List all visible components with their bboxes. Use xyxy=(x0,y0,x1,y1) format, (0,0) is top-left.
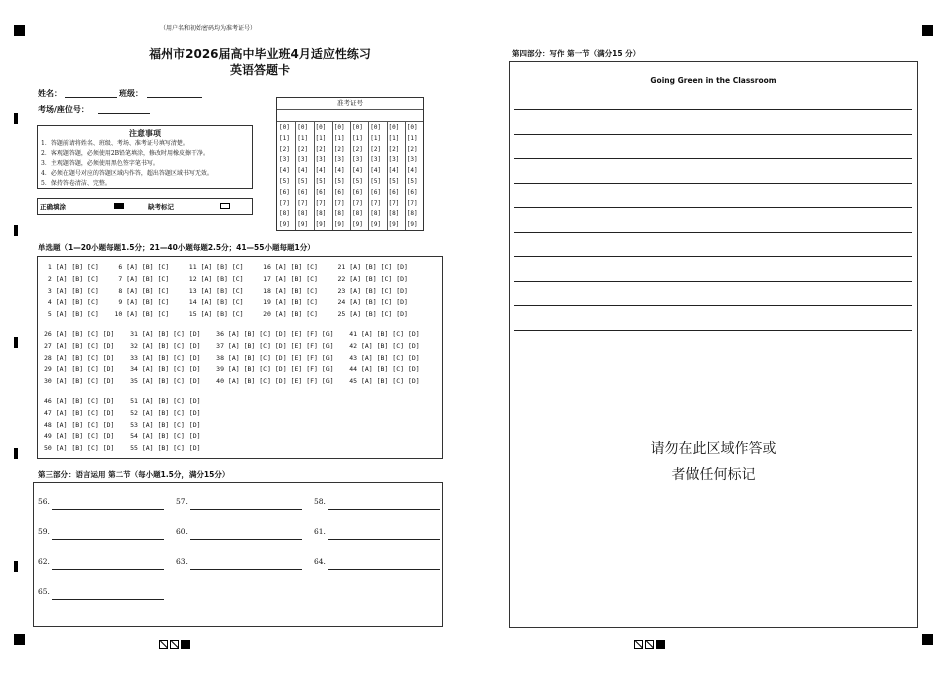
exam-id-bubble[interactable]: [5] xyxy=(406,178,418,185)
exam-id-bubble[interactable]: [6] xyxy=(370,188,382,196)
answer-blank[interactable] xyxy=(52,509,164,510)
page-subtitle: 英语答题卡 xyxy=(229,63,290,77)
exam-id-bubble[interactable]: [3] xyxy=(315,156,327,164)
absent-mark-label: 缺考标记 xyxy=(148,203,174,211)
exam-id-column xyxy=(350,122,369,230)
exam-id-bubble[interactable]: [6] xyxy=(388,188,400,196)
correct-fill-sample xyxy=(114,203,124,209)
mcq-row[interactable]: 29 [A] [B] [C] [D] 34 [A] [B] [C] [D] 39 [A] [B] [C] [D] [E] [F] [G] 44 [A] [B] [C] [D] xyxy=(44,365,420,374)
mcq-row[interactable]: 27 [A] [B] [C] [D] 32 [A] [B] [C] [D] 37 [A] [B] [C] [D] [E] [F] [G] 42 [A] [B] [C] [D] xyxy=(44,341,420,350)
mcq-row[interactable]: 50 [A] [B] [C] [D] 55 [A] [B] [C] [D] xyxy=(44,444,201,453)
exam-id-bubble[interactable]: [7] xyxy=(352,199,363,207)
exam-id-bubble[interactable]: [5] xyxy=(297,178,309,185)
exam-id-bubble[interactable]: [4] xyxy=(333,167,345,175)
exam-id-write-row[interactable] xyxy=(277,110,423,122)
name-field[interactable] xyxy=(65,97,117,98)
corner-mark-bottom-right xyxy=(922,634,933,645)
timing-mark xyxy=(14,561,18,572)
mcq-row[interactable]: 49 [A] [B] [C] [D] 54 [A] [B] [C] [D] xyxy=(44,432,201,441)
mcq-row[interactable]: 26 [A] [B] [C] [D] 31 [A] [B] [C] [D] 36 [A] [B] [C] [D] [E] [F] [G] 41 [A] [B] [C] [D] xyxy=(44,330,420,338)
mcq-row[interactable]: 28 [A] [B] [C] [D] 33 [A] [B] [C] [D] 38 [A] [B] [C] [D] [E] [F] [G] 43 [A] [B] [C] [D] xyxy=(44,353,420,362)
exam-id-bubble[interactable]: [4] xyxy=(297,167,309,175)
part4-heading: 第四部分：写作 第一节（满分15 分） xyxy=(512,49,641,58)
timing-mark xyxy=(14,448,18,459)
exam-id-bubble[interactable]: [1] xyxy=(333,134,345,142)
notes-item: 3．主观题答题，必须使用黑色签字笔书写。 xyxy=(41,160,159,167)
exam-id-bubble[interactable]: [7] xyxy=(279,199,290,207)
exam-id-bubble[interactable]: [1] xyxy=(352,134,363,142)
exam-id-column xyxy=(368,122,387,230)
exam-id-bubble[interactable]: [8] xyxy=(279,210,290,218)
exam-id-bubble[interactable]: [1] xyxy=(388,134,400,142)
exam-id-bubble[interactable]: [7] xyxy=(370,199,382,207)
exam-id-bubble[interactable]: [5] xyxy=(388,178,400,185)
writing-line[interactable] xyxy=(514,134,912,135)
part4-area xyxy=(509,61,918,628)
exam-id-bubble[interactable]: [8] xyxy=(388,210,400,218)
mcq-row[interactable]: 47 [A] [B] [C] [D] 52 [A] [B] [C] [D] xyxy=(44,408,201,417)
notes-title: 注意事项 xyxy=(129,129,161,138)
exam-id-bubble[interactable]: [3] xyxy=(406,156,418,164)
mcq-row[interactable]: 30 [A] [B] [C] [D] 35 [A] [B] [C] [D] 40 [A] [B] [C] [D] [E] [F] [G] 45 [A] [B] [C] [D] xyxy=(44,377,420,386)
exam-id-columns xyxy=(277,122,423,230)
exam-id-bubble[interactable]: [4] xyxy=(279,167,290,175)
exam-id-bubble[interactable]: [4] xyxy=(352,167,363,175)
exam-id-bubble[interactable]: [4] xyxy=(370,167,382,175)
answer-blank[interactable] xyxy=(52,569,164,570)
answer-blank[interactable] xyxy=(328,539,440,540)
answer-blank[interactable] xyxy=(190,509,302,510)
essay-title: Going Green in the Classroom xyxy=(650,76,777,85)
exam-id-bubble[interactable]: [0] xyxy=(406,124,418,131)
exam-id-bubble[interactable]: [2] xyxy=(406,145,418,153)
exam-id-bubble[interactable]: [0] xyxy=(388,124,400,131)
class-field[interactable] xyxy=(147,97,202,98)
room-field[interactable] xyxy=(98,113,150,114)
exam-id-bubble[interactable]: [2] xyxy=(352,145,363,153)
notes-box xyxy=(37,125,253,189)
mcq-row[interactable]: 2 [A] [B] [C] 7 [A] [B] [C] 12 [A] [B] [C] 17 [A] [B] [C] 22 [A] [B] [C] [D] xyxy=(44,274,408,283)
exam-id-bubble[interactable]: [8] xyxy=(297,210,309,218)
answer-blank[interactable] xyxy=(328,509,440,510)
exam-id-bubble[interactable]: [9] xyxy=(315,221,327,229)
blank-number: 61. xyxy=(314,527,326,536)
exam-id-bubble[interactable]: [6] xyxy=(406,188,418,196)
exam-id-bubble[interactable]: [8] xyxy=(370,210,382,218)
part3-heading: 第三部分：语言运用 第二节（每小题1.5分，满分15分） xyxy=(38,470,230,479)
exam-id-bubble[interactable]: [0] xyxy=(297,124,309,131)
exam-id-bubble[interactable]: [0] xyxy=(352,124,363,131)
exam-id-bubble[interactable]: [1] xyxy=(406,134,418,142)
page-marks-left xyxy=(158,634,191,653)
blank-number: 58. xyxy=(314,497,326,506)
page-marks-right xyxy=(633,634,666,653)
name-label: 姓名： xyxy=(38,89,62,98)
exam-id-bubble[interactable]: [6] xyxy=(315,188,327,196)
exam-id-bubble[interactable]: [0] xyxy=(279,124,290,131)
exam-id-bubble[interactable]: [9] xyxy=(370,221,382,229)
exam-id-bubble[interactable]: [6] xyxy=(333,188,345,196)
exam-id-column xyxy=(295,122,314,230)
exam-id-bubble[interactable]: [0] xyxy=(333,124,345,131)
blank-number: 64. xyxy=(314,557,326,566)
writing-line[interactable] xyxy=(514,109,912,110)
exam-id-bubble[interactable]: [5] xyxy=(352,178,363,185)
answer-blank[interactable] xyxy=(52,539,164,540)
corner-mark-top-right xyxy=(922,25,933,36)
exam-id-column xyxy=(277,122,296,230)
writing-line[interactable] xyxy=(514,330,912,331)
page-title: 福州市2026届高中毕业班4月适应性练习 xyxy=(149,47,371,61)
room-label: 考场/座位号： xyxy=(38,105,89,114)
exam-id-bubble[interactable]: [2] xyxy=(279,145,290,153)
mcq-row[interactable]: 1 [A] [B] [C] 6 [A] [B] [C] 11 [A] [B] [C] 16 [A] [B] [C] 21 [A] [B] [C] [D] xyxy=(44,263,408,271)
mcq-area xyxy=(37,256,443,459)
class-label: 班级： xyxy=(119,89,143,98)
exam-id-bubble[interactable]: [4] xyxy=(388,167,400,175)
exam-id-bubble[interactable]: [9] xyxy=(333,221,345,229)
exam-id-bubble[interactable]: [1] xyxy=(279,134,290,142)
exam-id-bubble[interactable]: [7] xyxy=(388,199,400,207)
mcq-row[interactable]: 5 [A] [B] [C] 10 [A] [B] [C] 15 [A] [B] [C] 20 [A] [B] [C] 25 [A] [B] [C] [D] xyxy=(44,310,408,319)
mcq-row[interactable]: 3 [A] [B] [C] 8 [A] [B] [C] 13 [A] [B] [C] 18 [A] [B] [C] 23 [A] [B] [C] [D] xyxy=(44,286,408,295)
timing-mark xyxy=(14,113,18,124)
notes-item: 2．客观题答题，必须使用2B铅笔填涂，修改时用橡皮擦干净。 xyxy=(41,150,210,157)
blank-number: 65. xyxy=(38,587,50,596)
correct-fill-label: 正确填涂 xyxy=(40,203,66,211)
exam-id-bubble[interactable]: [9] xyxy=(406,221,418,229)
answer-blank[interactable] xyxy=(190,539,302,540)
notes-item: 4．必须在题号对应的答题区域内作答，超出答题区域书写无效。 xyxy=(41,170,213,177)
mcq-row[interactable]: 46 [A] [B] [C] [D] 51 [A] [B] [C] [D] xyxy=(44,397,201,405)
timing-mark xyxy=(14,337,18,348)
absent-mark-box[interactable] xyxy=(220,203,230,209)
exam-id-bubble[interactable]: [4] xyxy=(406,167,418,175)
part3-area xyxy=(33,482,443,627)
exam-id-bubble[interactable]: [7] xyxy=(297,199,309,207)
answer-blank[interactable] xyxy=(328,569,440,570)
blank-number: 57. xyxy=(176,497,188,506)
exam-id-bubble[interactable]: [8] xyxy=(315,210,327,218)
blank-number: 59. xyxy=(38,527,50,536)
exam-id-bubble[interactable]: [7] xyxy=(315,199,327,207)
writing-line[interactable] xyxy=(514,281,912,282)
exam-id-bubble[interactable]: [5] xyxy=(279,178,290,185)
exam-id-bubble[interactable]: [9] xyxy=(297,221,309,229)
exam-id-bubble[interactable]: [8] xyxy=(406,210,418,218)
header-note: （用户名和初始密码均为准考证号） xyxy=(160,25,257,32)
answer-blank[interactable] xyxy=(52,599,164,600)
exam-id-bubble[interactable]: [7] xyxy=(333,199,345,207)
notes-item: 1．答题前请将姓名、班级、考场、准考证号填写清楚。 xyxy=(41,140,189,147)
exam-id-bubble[interactable]: [0] xyxy=(315,124,327,131)
exam-id-bubble[interactable]: [3] xyxy=(370,156,382,164)
exam-id-bubble[interactable]: [6] xyxy=(279,188,290,196)
exam-id-bubble[interactable]: [6] xyxy=(297,188,309,196)
writing-line[interactable] xyxy=(514,207,912,208)
mcq-row[interactable]: 4 [A] [B] [C] 9 [A] [B] [C] 14 [A] [B] [C] 19 [A] [B] [C] 24 [A] [B] [C] [D] xyxy=(44,298,408,307)
exam-id-bubble[interactable]: [3] xyxy=(352,156,363,164)
exam-id-column xyxy=(387,122,406,230)
exam-id-bubble[interactable]: [7] xyxy=(406,199,418,207)
exam-id-bubble[interactable]: [3] xyxy=(279,156,290,164)
exam-id-bubble[interactable]: [8] xyxy=(352,210,363,218)
exam-id-label: 准考证号 xyxy=(277,98,423,110)
exam-id-bubble[interactable]: [9] xyxy=(352,221,363,229)
exam-id-bubble[interactable]: [0] xyxy=(370,124,382,131)
writing-line[interactable] xyxy=(514,232,912,233)
corner-mark-bottom-left xyxy=(14,634,25,645)
writing-line[interactable] xyxy=(514,158,912,159)
exam-id-bubble[interactable]: [2] xyxy=(333,145,345,153)
exam-id-bubble[interactable]: [3] xyxy=(333,156,345,164)
corner-mark-top-left xyxy=(14,25,25,36)
mcq-row[interactable]: 48 [A] [B] [C] [D] 53 [A] [B] [C] [D] xyxy=(44,420,201,429)
blank-number: 60. xyxy=(176,527,188,536)
blank-number: 62. xyxy=(38,557,50,566)
exam-id-column xyxy=(314,122,333,230)
exam-id-bubble[interactable]: [5] xyxy=(315,178,327,185)
exam-id-bubble[interactable]: [9] xyxy=(279,221,290,229)
fill-legend xyxy=(37,198,253,215)
exam-id-bubble[interactable]: [1] xyxy=(370,134,382,142)
exam-id-bubble[interactable]: [2] xyxy=(370,145,382,153)
no-answer-warning-line2: 者做任何标记 xyxy=(671,467,756,483)
blank-number: 63. xyxy=(176,557,188,566)
exam-id-bubble[interactable]: [6] xyxy=(352,188,363,196)
exam-id-bubble[interactable]: [5] xyxy=(333,178,345,185)
answer-blank[interactable] xyxy=(190,569,302,570)
exam-id-bubble[interactable]: [2] xyxy=(297,145,309,153)
exam-id-bubble[interactable]: [5] xyxy=(370,178,382,185)
blank-number: 56. xyxy=(38,497,50,506)
exam-id-column xyxy=(405,122,423,230)
notes-list xyxy=(38,139,252,189)
notes-item: 5．保持答卷清洁、完整。 xyxy=(41,180,111,187)
exam-id-grid xyxy=(276,97,424,231)
mcq-heading: 单选题（1—20小题每题1.5分；21—40小题每题2.5分；41—55小题每题1分） xyxy=(38,243,315,252)
exam-id-bubble[interactable]: [4] xyxy=(315,167,327,175)
writing-line[interactable] xyxy=(514,305,912,306)
exam-id-bubble[interactable]: [8] xyxy=(333,210,345,218)
exam-id-bubble[interactable]: [1] xyxy=(297,134,309,142)
exam-id-bubble[interactable]: [9] xyxy=(388,221,400,229)
exam-id-bubble[interactable]: [3] xyxy=(388,156,400,164)
writing-line[interactable] xyxy=(514,183,912,184)
timing-mark xyxy=(14,225,18,236)
exam-id-bubble[interactable]: [2] xyxy=(388,145,400,153)
writing-line[interactable] xyxy=(514,256,912,257)
no-answer-warning-line1: 请勿在此区域作答或 xyxy=(650,441,777,457)
exam-id-column xyxy=(332,122,351,230)
exam-id-bubble[interactable]: [1] xyxy=(315,134,327,142)
exam-id-bubble[interactable]: [2] xyxy=(315,145,327,153)
exam-id-bubble[interactable]: [3] xyxy=(297,156,309,164)
